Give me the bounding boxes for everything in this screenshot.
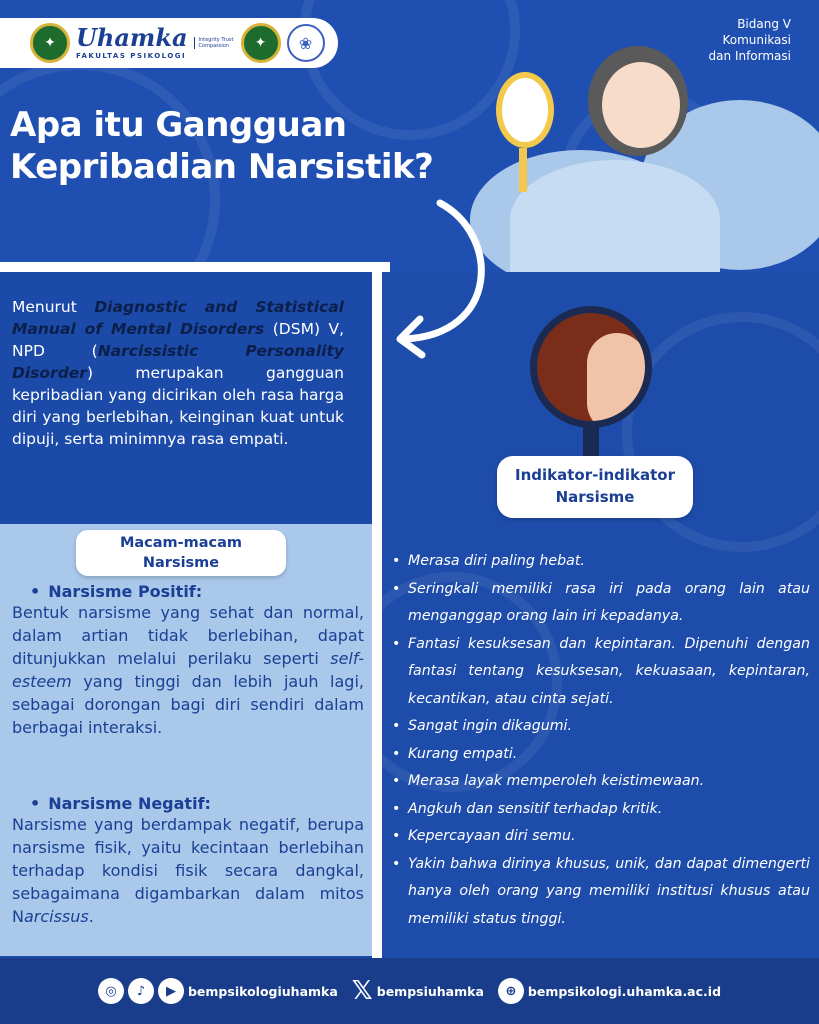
instagram-icon[interactable]: ◎ <box>98 978 124 1004</box>
indicators-label-line: Narsisme <box>555 488 635 506</box>
faculty-seal-icon: ✦ <box>241 23 281 63</box>
npd-name: Narcissistic Personality Disorder <box>12 342 344 382</box>
list-item: • Kepercayaan diri semu. <box>390 823 810 851</box>
divider-horizontal <box>0 262 390 272</box>
globe-icon[interactable]: ⊕ <box>498 978 524 1004</box>
x-handle[interactable]: bempsiuhamka <box>376 983 484 999</box>
dsm-name: Diagnostic and Statistical Manual of Mental Disorders <box>12 298 344 338</box>
list-item: • Seringkali memiliki rasa iri pada orang lain atau menganggap orang lain iri kepadanya. <box>390 576 810 631</box>
title-line: Apa itu Gangguan <box>10 105 347 145</box>
list-item: • Merasa layak memperoleh keistimewaan. <box>390 768 810 796</box>
list-item: • Merasa diri paling hebat. <box>390 548 810 576</box>
divider-vertical <box>372 268 382 958</box>
positive-heading: • Narsisme Positif: <box>30 582 203 601</box>
brand <box>76 23 188 60</box>
youtube-icon[interactable]: ▶ <box>158 978 184 1004</box>
positive-narcissism-block <box>12 582 364 739</box>
intro-text: (DSM) V, NPD ( <box>12 320 344 360</box>
indicators-label <box>497 456 693 518</box>
negative-text: Narsisme yang berdampak negatif, berupa narsisme fisik, yaitu kecintaan berlebihan terhadap kondisi fisik secara dangkal, sebagaimana digambarkan dalam mitos Narcissus. <box>12 815 364 926</box>
bem-logo-icon: ❀ <box>287 24 325 62</box>
negative-narcissism-block <box>12 794 364 928</box>
indicators-label-line: Indikator-indikator <box>514 466 675 484</box>
list-item: • Yakin bahwa dirinya khusus, unik, dan dapat dimengerti hanya oleh orang yang memiliki institusi khusus atau memiliki status tinggi. <box>390 851 810 934</box>
types-label-line: Narsisme <box>142 555 220 571</box>
department-label <box>709 16 791 64</box>
brand-subtitle: FAKULTAS PSIKOLOGI <box>76 52 187 60</box>
footer <box>0 958 819 1024</box>
tiktok-icon[interactable]: ♪ <box>128 978 154 1004</box>
mirror-face-illustration <box>530 306 652 428</box>
indicators-list <box>390 548 810 933</box>
brand-name: Uhamka <box>76 23 188 52</box>
list-item: • Fantasi kesuksesan dan kepintaran. Dipenuhi dengan fantasi tentang kesuksesan, kekuasaan, kepintaran, kecantikan, atau cinta sejati. <box>390 631 810 714</box>
uhamka-seal-icon: ✦ <box>30 23 70 63</box>
list-item: • Angkuh dan sensitif terhadap kritik. <box>390 796 810 824</box>
positive-text: Bentuk narsisme yang sehat dan normal, dalam artian tidak berlebihan, dapat ditunjukkan melalui perilaku seperti self-esteem yang tinggi dan lebih jauh lagi, sebagai dorongan bagi diri sendiri dalam berbagai interaksi. <box>12 603 364 737</box>
website-link[interactable]: bempsikologi.uhamka.ac.id <box>527 983 722 999</box>
list-item: • Sangat ingin dikagumi. <box>390 713 810 741</box>
negative-heading: • Narsisme Negatif: <box>30 794 211 813</box>
list-item: • Kurang empati. <box>390 741 810 769</box>
types-label <box>76 530 286 576</box>
social-group-x[interactable] <box>352 978 484 1004</box>
curved-arrow-icon <box>380 195 510 365</box>
mirror-illustration <box>496 72 554 148</box>
social-group-web[interactable] <box>498 978 721 1004</box>
intro-text: ) merupakan gangguan kepribadian yang dicirikan oleh rasa harga diri yang berlebihan, keinginan kuat untuk dipuji, serta minimnya rasa empati. <box>12 364 344 448</box>
intro-text: Menurut <box>12 298 95 316</box>
logo-bar <box>0 18 338 68</box>
dept-line: Bidang V <box>737 17 791 31</box>
types-label-line: Macam-macam <box>119 535 243 551</box>
x-icon[interactable]: 𝕏 <box>351 976 373 1006</box>
title-line: Kepribadian Narsistik? <box>10 147 434 187</box>
mirror-handle <box>519 148 527 192</box>
dept-line: Komunikasi <box>722 33 791 47</box>
social-group-main[interactable] <box>98 978 338 1004</box>
dept-line: dan Informasi <box>708 49 791 63</box>
woman-illustration-body <box>510 160 720 280</box>
tagline: Integrity Trust Compassion <box>194 37 235 49</box>
intro-paragraph <box>12 296 344 450</box>
page-title <box>10 104 433 188</box>
woman-illustration-face <box>602 62 680 148</box>
social-handle[interactable]: bempsikologiuhamka <box>187 983 338 999</box>
